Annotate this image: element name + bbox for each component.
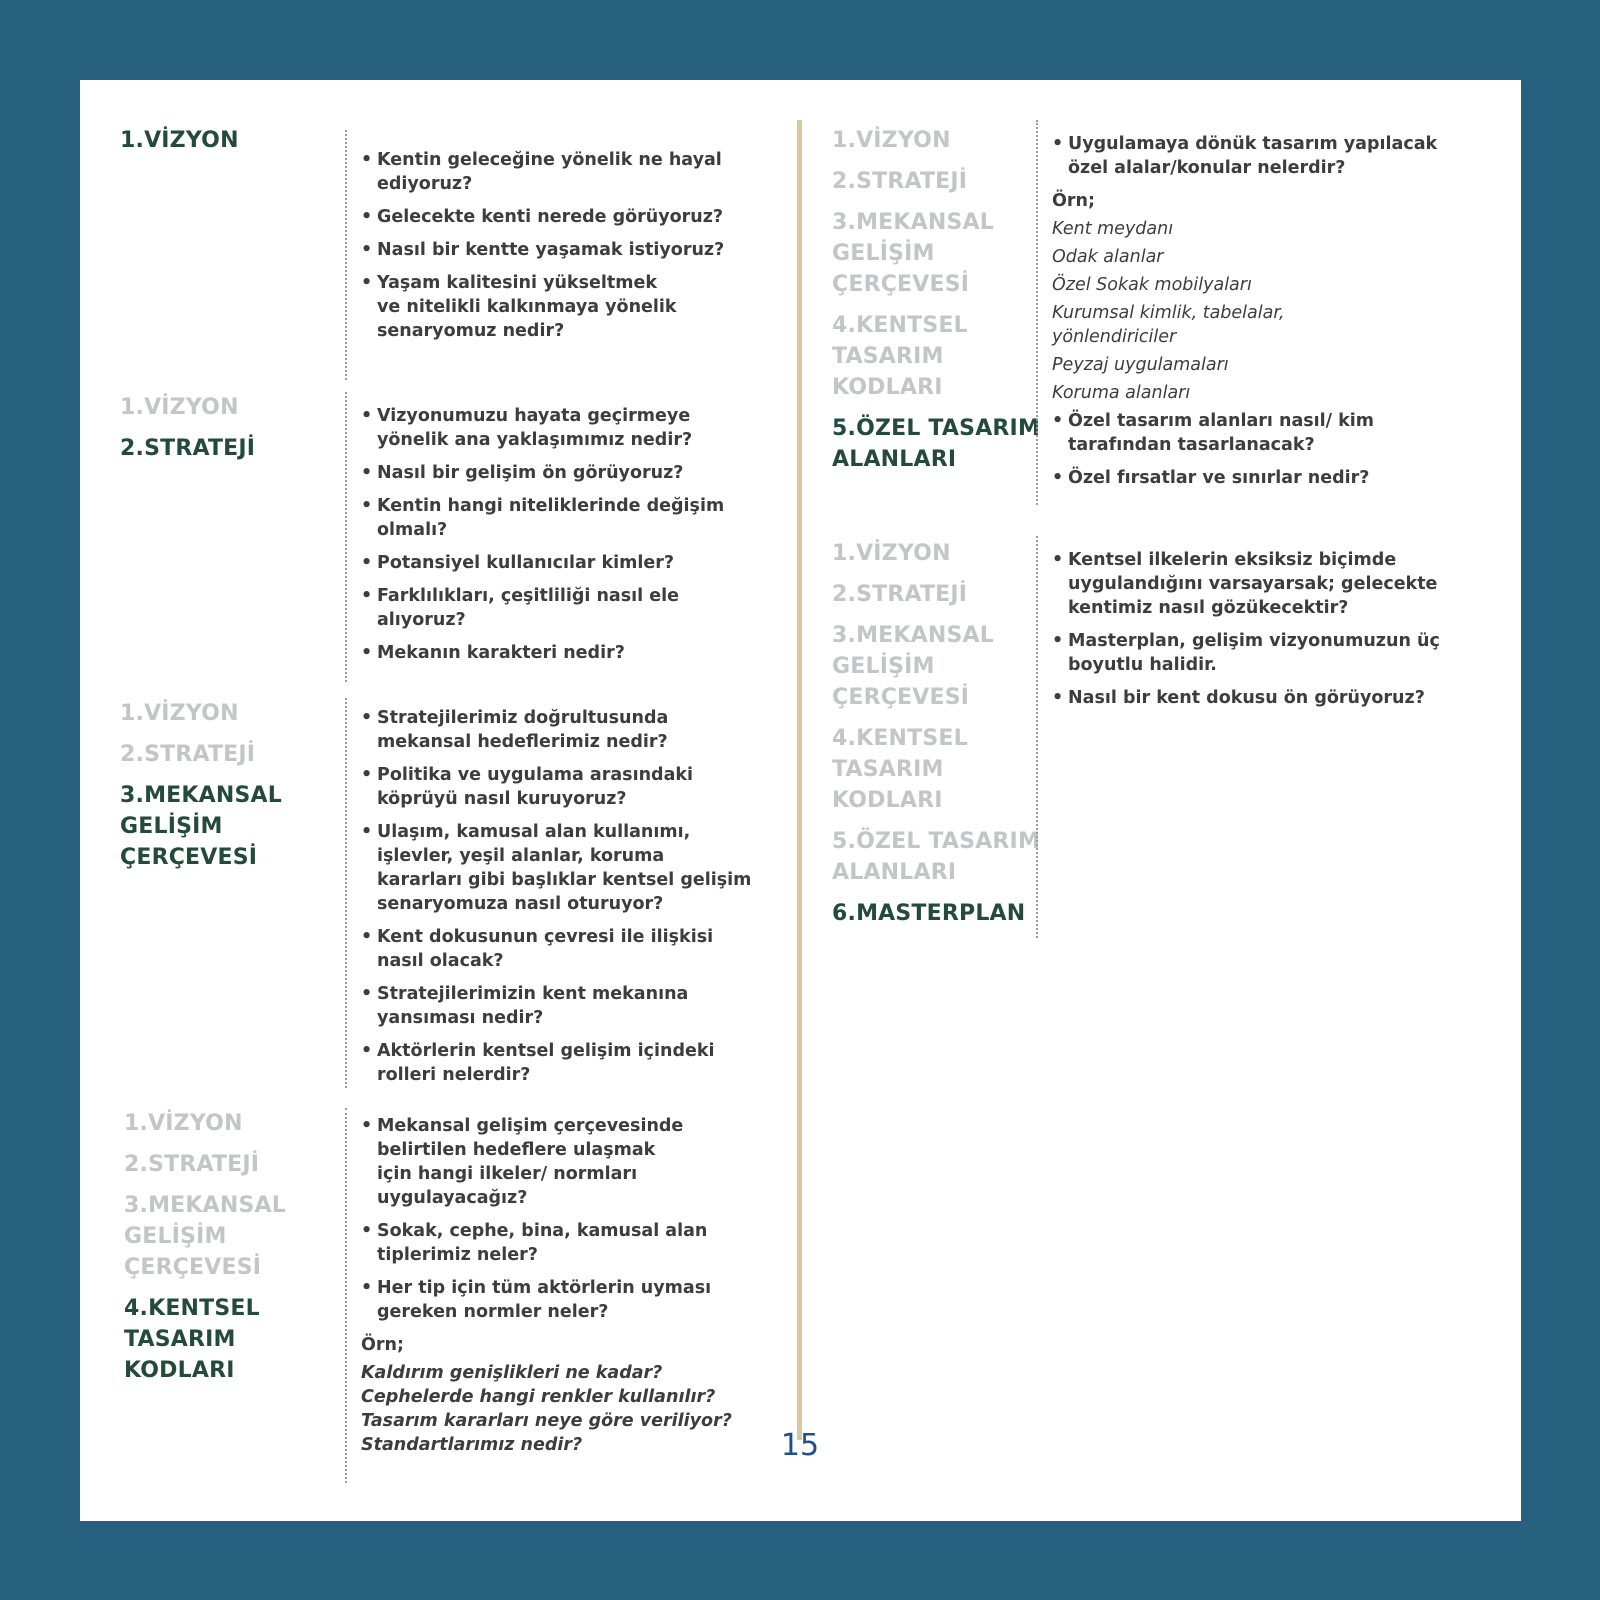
question-item: • Nasıl bir kentte yaşamak istiyoruz? bbox=[361, 238, 770, 262]
example-item: Kent meydanı bbox=[1052, 219, 1174, 239]
question-list bbox=[345, 130, 770, 380]
question-item: • Aktörlerin kentsel gelişim içindeki rolleri nelerdir? bbox=[361, 1039, 770, 1087]
step-kentsel-tasarim: 4.KENTSEL TASARIM KODLARI bbox=[832, 313, 968, 400]
example-item: Peyzaj uygulamaları bbox=[1052, 355, 1229, 375]
step-vizyon: 1.VİZYON bbox=[120, 128, 239, 153]
step-vizyon: 1.VİZYON bbox=[124, 1111, 243, 1136]
step-list bbox=[120, 698, 282, 883]
step-list bbox=[120, 125, 239, 166]
question-list bbox=[1036, 120, 1502, 505]
step-masterplan: 6.MASTERPLAN bbox=[832, 901, 1026, 926]
step-mekansal: 3.MEKANSAL GELİŞİM ÇERÇEVESİ bbox=[120, 783, 282, 870]
question-item: • Ulaşım, kamusal alan kullanımı, işlevler, yeşil alanlar, koruma kararları gibi başlıklar kentsel gelişim senaryomuza nasıl oturuyor? bbox=[361, 820, 770, 916]
question-item: • Kentsel ilkelerin eksiksiz biçimde uygulandığını varsayarsak; gelecekte kentimiz nasıl gözükecektir? bbox=[1052, 548, 1502, 620]
step-ozel-tasarim: 5.ÖZEL TASARIM ALANLARI bbox=[832, 829, 1041, 885]
example-item: Özel Sokak mobilyaları bbox=[1052, 275, 1252, 295]
step-vizyon: 1.VİZYON bbox=[120, 701, 239, 726]
question-item: • Potansiyel kullanıcılar kimler? bbox=[361, 551, 770, 575]
step-vizyon: 1.VİZYON bbox=[832, 128, 951, 153]
section-masterplan bbox=[832, 538, 1502, 938]
question-item: • Özel tasarım alanları nasıl/ kim tarafından tasarlanacak? bbox=[1052, 409, 1502, 457]
step-strateji: 2.STRATEJİ bbox=[832, 582, 968, 607]
example-item: Odak alanlar bbox=[1052, 247, 1164, 267]
step-vizyon: 1.VİZYON bbox=[832, 541, 951, 566]
step-mekansal: 3.MEKANSAL GELİŞİM ÇERÇEVESİ bbox=[832, 623, 994, 710]
question-item: • Politika ve uygulama arasındaki köprüyü nasıl kuruyoruz? bbox=[361, 763, 770, 811]
step-list bbox=[124, 1108, 286, 1396]
question-item: • Stratejilerimizin kent mekanına yansıması nedir? bbox=[361, 982, 770, 1030]
step-list bbox=[832, 538, 1040, 939]
question-item: • Vizyonumuzu hayata geçirmeye yönelik ana yaklaşımımız nedir? bbox=[361, 404, 770, 452]
section-vizyon bbox=[120, 125, 770, 380]
question-item: • Özel fırsatlar ve sınırlar nedir? bbox=[1052, 466, 1502, 490]
example-item: Tasarım kararları neye göre veriliyor? bbox=[361, 1411, 732, 1431]
column-divider bbox=[797, 120, 802, 1440]
example-item: Kurumsal kimlik, tabelalar, yönlendiriciler bbox=[1052, 303, 1285, 347]
section-ozel-tasarim bbox=[832, 125, 1502, 505]
question-item: • Yaşam kalitesini yükseltmek ve nitelikli kalkınmaya yönelik senaryomuz nedir? bbox=[361, 271, 770, 343]
question-list bbox=[345, 698, 770, 1088]
question-item: • Gelecekte kenti nerede görüyoruz? bbox=[361, 205, 770, 229]
question-item: • Masterplan, gelişim vizyonumuzun üç boyutlu halidir. bbox=[1052, 629, 1502, 677]
step-ozel-tasarim: 5.ÖZEL TASARIM ALANLARI bbox=[832, 416, 1041, 472]
question-item: • Nasıl bir kent dokusu ön görüyoruz? bbox=[1052, 686, 1502, 710]
example-label: Örn; bbox=[1052, 191, 1095, 211]
document-page bbox=[80, 80, 1521, 1521]
step-strateji: 2.STRATEJİ bbox=[832, 169, 968, 194]
step-kentsel-tasarim: 4.KENTSEL TASARIM KODLARI bbox=[124, 1296, 260, 1383]
question-item: • Her tip için tüm aktörlerin uyması gereken normler neler? bbox=[361, 1276, 770, 1324]
question-item: • Kentin hangi niteliklerinde değişim olmalı? bbox=[361, 494, 770, 542]
step-list bbox=[832, 125, 1040, 485]
question-item: • Kent dokusunun çevresi ile ilişkisi nasıl olacak? bbox=[361, 925, 770, 973]
example-item: Cephelerde hangi renkler kullanılır? bbox=[361, 1387, 716, 1407]
question-item: • Mekansal gelişim çerçevesinde belirtilen hedeflere ulaşmak için hangi ilkeler/ normları uygulayacağız? bbox=[361, 1114, 770, 1210]
step-strateji: 2.STRATEJİ bbox=[120, 436, 256, 461]
step-strateji: 2.STRATEJİ bbox=[120, 742, 256, 767]
question-list bbox=[345, 392, 770, 682]
step-vizyon: 1.VİZYON bbox=[120, 395, 239, 420]
section-kentsel-tasarim bbox=[124, 1108, 770, 1483]
question-item: • Uygulamaya dönük tasarım yapılacak özel alalar/konular nelerdir? bbox=[1052, 132, 1502, 180]
question-item: • Mekanın karakteri nedir? bbox=[361, 641, 770, 665]
step-list bbox=[120, 392, 255, 474]
question-list bbox=[1036, 536, 1502, 938]
example-label: Örn; bbox=[361, 1335, 404, 1355]
question-list bbox=[345, 1108, 770, 1483]
step-mekansal: 3.MEKANSAL GELİŞİM ÇERÇEVESİ bbox=[124, 1193, 286, 1280]
question-item: • Sokak, cephe, bina, kamusal alan tiplerimiz neler? bbox=[361, 1219, 770, 1267]
example-item: Standartlarımız nedir? bbox=[361, 1435, 583, 1455]
step-mekansal: 3.MEKANSAL GELİŞİM ÇERÇEVESİ bbox=[832, 210, 994, 297]
example-item: Koruma alanları bbox=[1052, 383, 1191, 403]
question-item: • Nasıl bir gelişim ön görüyoruz? bbox=[361, 461, 770, 485]
section-mekansal bbox=[120, 698, 770, 1088]
page-number: 15 bbox=[780, 1428, 820, 1463]
question-item: • Kentin geleceğine yönelik ne hayal ediyoruz? bbox=[361, 148, 770, 196]
question-item: • Stratejilerimiz doğrultusunda mekansal hedeflerimiz nedir? bbox=[361, 706, 770, 754]
question-item: • Farklılıkları, çeşitliliği nasıl ele alıyoruz? bbox=[361, 584, 770, 632]
example-item: Kaldırım genişlikleri ne kadar? bbox=[361, 1363, 663, 1383]
section-strateji bbox=[120, 392, 770, 682]
step-kentsel-tasarim: 4.KENTSEL TASARIM KODLARI bbox=[832, 726, 968, 813]
step-strateji: 2.STRATEJİ bbox=[124, 1152, 260, 1177]
